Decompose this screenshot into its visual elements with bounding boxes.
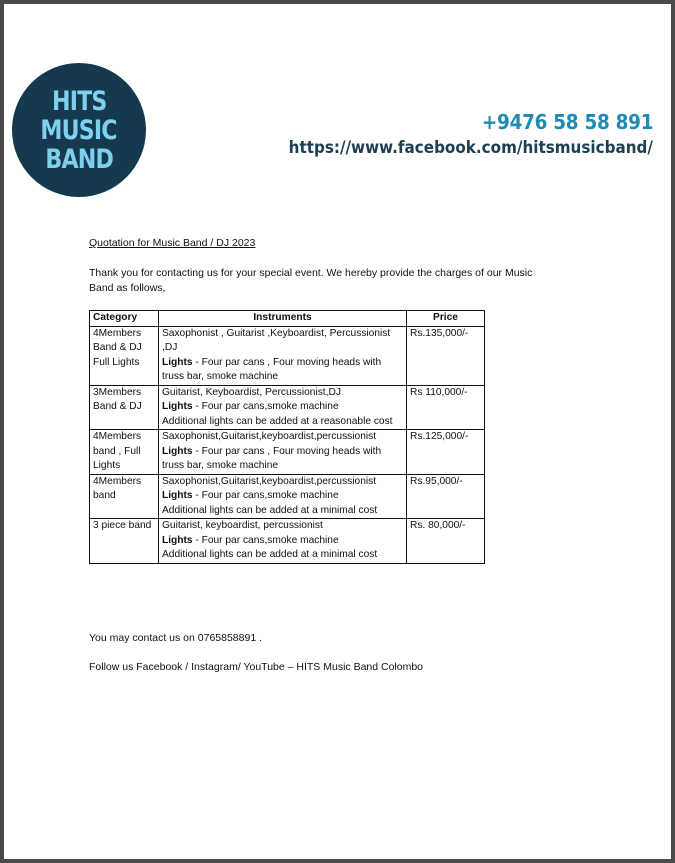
row-note: Additional lights can be added at a minimal cost — [162, 549, 378, 560]
row-members: Saxophonist,Guitarist,keyboardist,percussionist — [162, 431, 377, 442]
lights-detail: - Four par cans,smoke machine — [192, 490, 339, 501]
price-table — [89, 310, 485, 564]
row-members: Saxophonist , Guitarist ,Keyboardist, Percussionist ,DJ — [162, 327, 391, 353]
lights-detail: - Four par cans,smoke machine — [192, 534, 339, 546]
row-instruments — [159, 430, 407, 475]
row-category: 3 piece band — [90, 519, 159, 564]
lights-label: Lights — [162, 401, 193, 412]
lights-label: Lights — [162, 490, 193, 501]
table-row — [90, 326, 485, 385]
row-lights — [162, 489, 403, 504]
lights-label: Lights — [162, 534, 193, 546]
row-price: Rs. 80,000/- — [407, 519, 485, 564]
lights-detail: - Four par cans , Four moving heads with truss bar, smoke machine — [162, 356, 382, 382]
row-price: Rs.95,000/- — [407, 474, 485, 519]
row-price: Rs 110,000/- — [407, 385, 485, 430]
row-category: 4Members band — [90, 474, 159, 519]
intro-paragraph: Thank you for contacting us for your special event. We hereby provide the charges of our Music Band as follows, — [89, 267, 533, 294]
lights-label: Lights — [162, 445, 193, 457]
row-members: Saxophonist,Guitarist,keyboardist,percussionist — [162, 475, 377, 487]
row-price: Rs.125,000/- — [407, 430, 485, 475]
row-instruments — [159, 326, 407, 385]
logo-line-3: BAND — [45, 143, 113, 175]
lights-label: Lights — [162, 356, 193, 368]
phone-number: +9476 58 58 891 — [481, 110, 653, 134]
logo-line-1: HITS — [51, 85, 107, 117]
header-category: Category — [90, 311, 159, 327]
row-category: 4Members band , Full Lights — [90, 430, 159, 475]
table-row — [90, 519, 485, 564]
follow-line: Follow us Facebook / Instagram/ YouTube – HITS Music Band Colombo — [89, 661, 424, 673]
lights-detail: - Four par cans,smoke machine — [192, 401, 339, 412]
row-members: Guitarist, keyboardist, percussionist — [162, 520, 323, 531]
row-instruments — [159, 385, 407, 430]
contact-line: You may contact us on 0765858891 . — [89, 632, 262, 644]
row-lights — [162, 534, 403, 549]
row-note: Additional lights can be added at a minimal cost — [162, 504, 378, 516]
header-instruments: Instruments — [159, 311, 407, 327]
row-lights — [162, 356, 403, 385]
table-row — [90, 385, 485, 430]
row-instruments — [159, 474, 407, 519]
quotation-title: Quotation for Music Band / DJ 2023 — [89, 237, 256, 249]
table-header-row — [90, 311, 485, 327]
facebook-url: https://www.facebook.com/hitsmusicband/ — [288, 138, 653, 157]
lights-detail: - Four par cans , Four moving heads with truss bar, smoke machine — [162, 445, 382, 471]
band-logo — [12, 63, 146, 197]
row-category: 4Members Band & DJ Full Lights — [90, 326, 159, 385]
table-body — [90, 326, 485, 563]
row-price: Rs.135,000/- — [407, 326, 485, 385]
row-category: 3Members Band & DJ — [90, 385, 159, 430]
header-price: Price — [407, 311, 485, 327]
row-members: Guitarist, Keyboardist, Percussionist,DJ — [162, 386, 341, 398]
logo-line-2: MUSIC — [40, 114, 118, 146]
row-instruments — [159, 519, 407, 564]
table-row — [90, 430, 485, 475]
row-lights — [162, 445, 403, 474]
table-row — [90, 474, 485, 519]
row-note: Additional lights can be added at a reasonable cost — [162, 415, 393, 427]
row-lights — [162, 400, 403, 415]
